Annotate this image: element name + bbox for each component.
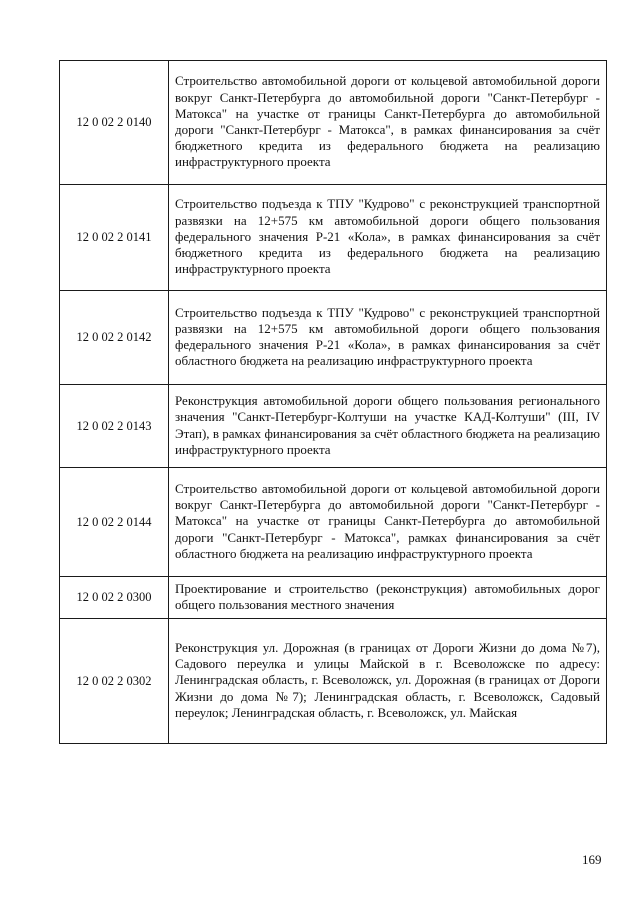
budget-code-cell: 12 0 02 2 0300 [60,577,169,619]
table-row [60,577,607,619]
budget-code-cell: 12 0 02 2 0143 [60,385,169,468]
table-row [60,385,607,468]
table-row [60,61,607,185]
budget-description-cell: Строительство автомобильной дороги от кольцевой автомобильной дороги вокруг Санкт-Петербурга до автомобильной дороги "Санкт-Петербург - Матокса" на участке от границы Санкт-Петербурга до автомобильной дороги "Санкт-Петербург - Матокса", в рамках финансирования за счёт бюджетного кредита из федерального бюджета на реализацию инфраструктурного проекта [169,61,607,185]
table-row [60,185,607,291]
budget-description-cell: Строительство подъезда к ТПУ "Кудрово" с реконструкцией транспортной развязки на 12+575 км автомобильной дороги общего пользования федерального значения Р-21 «Кола», в рамках финансирования за счёт бюджетного кредита из федерального бюджета на реализацию инфраструктурного проекта [169,185,607,291]
budget-code-cell: 12 0 02 2 0140 [60,61,169,185]
table-row [60,619,607,744]
budget-description-cell: Реконструкция ул. Дорожная (в границах от Дороги Жизни до дома №7), Садового переулка и улицы Майской в г. Всеволожске по адресу: Ленинградская область, г. Всеволожск, ул. Дорожная (в границах от Дороги Жизни до дома №7); Ленинградская область, г. Всеволожск, Садовый переулок; Ленинградская область, г. Всеволожск, ул. Майская [169,619,607,744]
budget-description-cell: Проектирование и строительство (реконструкция) автомобильных дорог общего пользования местного значения [169,577,607,619]
table-row [60,291,607,385]
page-number: 169 [582,852,602,867]
budget-description-cell: Реконструкция автомобильной дороги общего пользования регионального значения "Санкт-Петербург-Колтуши на участке КАД-Колтуши" (III, IV Этап), в рамках финансирования за счёт областного бюджета на реализацию инфраструктурного проекта [169,385,607,468]
budget-description-cell: Строительство подъезда к ТПУ "Кудрово" с реконструкцией транспортной развязки на 12+575 км автомобильной дороги общего пользования федерального значения Р-21 «Кола», в рамках финансирования за счёт областного бюджета на реализацию инфраструктурного проекта [169,291,607,385]
budget-code-cell: 12 0 02 2 0144 [60,468,169,577]
budget-code-cell: 12 0 02 2 0141 [60,185,169,291]
table-row [60,468,607,577]
budget-code-table [59,60,607,744]
budget-code-cell: 12 0 02 2 0142 [60,291,169,385]
budget-description-cell: Строительство автомобильной дороги от кольцевой автомобильной дороги вокруг Санкт-Петербурга до автомобильной дороги "Санкт-Петербург - Матокса" на участке от границы Санкт-Петербурга до автомобильной дороги "Санкт-Петербург - Матокса", рамках финансирования за счёт областного бюджета на реализацию инфраструктурного проекта [169,468,607,577]
budget-code-cell: 12 0 02 2 0302 [60,619,169,744]
